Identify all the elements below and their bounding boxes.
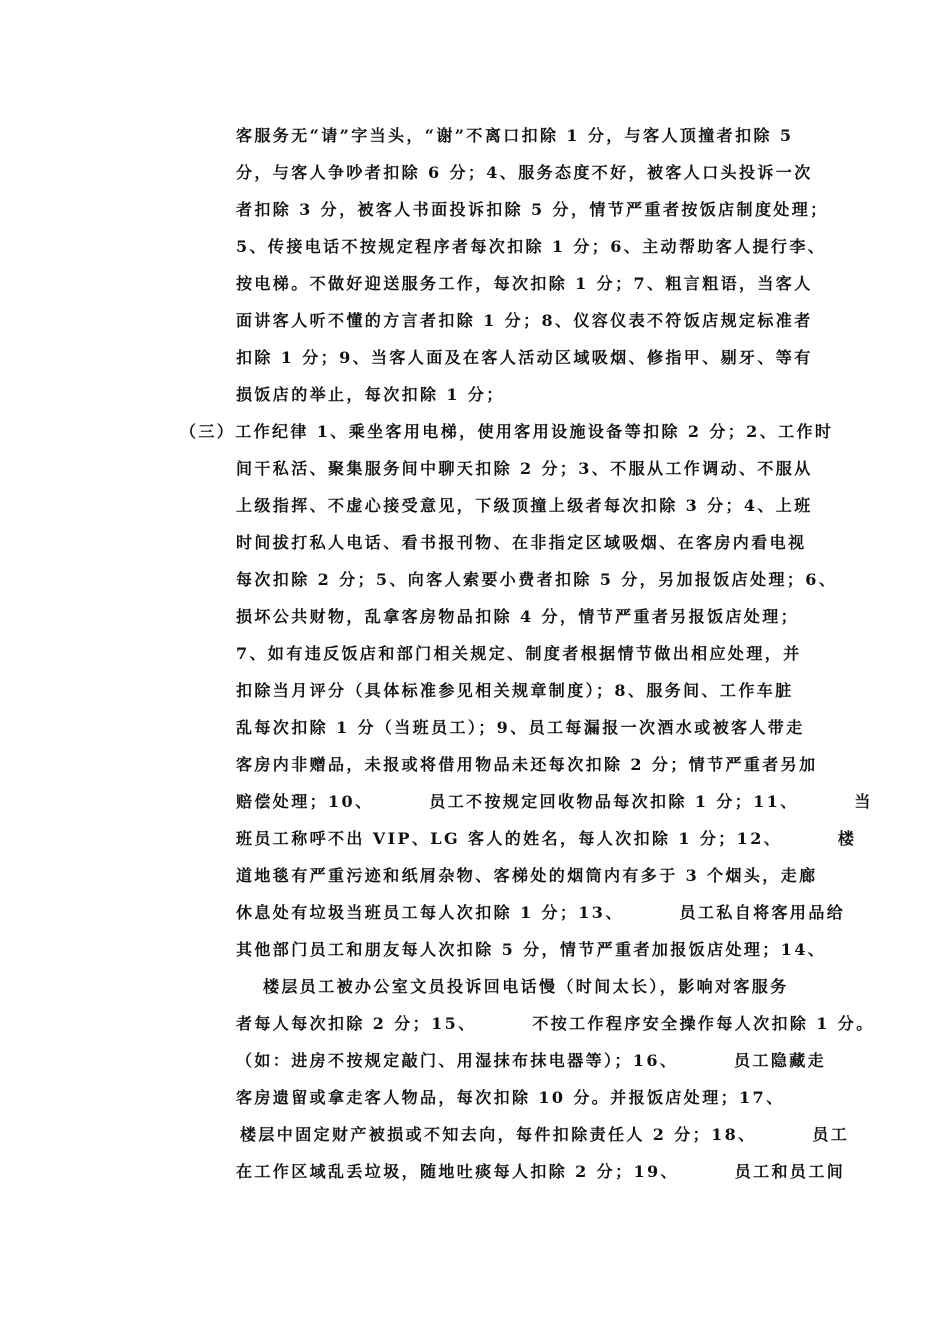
text-line: 班员工称呼不出 VIP、LG 客人的姓名，每人次扣除 1 分；12、 楼 [236, 829, 857, 848]
text-line: 扣除 1 分；9、当客人面及在客人活动区域吸烟、修指甲、剔牙、等有 [236, 348, 813, 367]
text-line: 在工作区域乱丢垃圾，随地吐痰每人扣除 2 分；19、 员工和员工间 [236, 1162, 846, 1181]
text-line: 客房遗留或拿走客人物品，每次扣除 10 分。并报饭店处理；17、 [236, 1088, 785, 1107]
text-line: 其他部门员工和朋友每人次扣除 5 分，情节严重者加报饭店处理；14、 [236, 940, 827, 959]
text-line: 扣除当月评分（具体标准参见相关规章制度）；8、服务间、工作车脏 [236, 681, 794, 700]
text-line: 上级指挥、不虚心接受意见，下级顶撞上级者每次扣除 3 分；4、上班 [236, 496, 813, 515]
text-line: 按电梯。不做好迎送服务工作，每次扣除 1 分；7、粗言粗语，当客人 [236, 274, 813, 293]
text-line: （如：进房不按规定敲门、用湿抹布抹电器等）；16、 员工隐藏走 [236, 1051, 827, 1070]
text-line: 每次扣除 2 分；5、向客人索要小费者扣除 5 分，另加报饭店处理；6、 [236, 570, 838, 589]
text-line: 损饭店的举止，每次扣除 1 分； [236, 385, 505, 404]
text-line: 7、如有违反饭店和部门相关规定、制度者根据情节做出相应处理，并 [236, 644, 802, 663]
text-line: 5、传接电话不按规定程序者每次扣除 1 分；6、主动帮助客人提行李、 [236, 237, 827, 256]
text-line: 分，与客人争吵者扣除 6 分；4、服务态度不好，被客人口头投诉一次 [236, 163, 813, 182]
text-line: 者扣除 3 分，被客人书面投诉扣除 5 分，情节严重者按饭店制度处理； [236, 200, 829, 219]
text-line: 楼层员工被办公室文员投诉回电话慢（时间太长），影响对客服务 [263, 977, 789, 996]
section-heading-line: （三）工作纪律 1、乘坐客用电梯，使用客用设施设备等扣除 2 分；2、工作时 [180, 422, 834, 441]
text-line: 间干私活、聚集服务间中聊天扣除 2 分；3、不服从工作调动、不服从 [236, 459, 813, 478]
text-line: 者每人每次扣除 2 分；15、 不按工作程序安全操作每人次扣除 1 分。 [236, 1014, 875, 1033]
text-line: 客服务无“请”字当头，“谢”不离口扣除 1 分，与客人顶撞者扣除 5 [236, 126, 794, 145]
text-line: 道地毯有严重污迹和纸屑杂物、客梯处的烟筒内有多于 3 个烟头，走廊 [236, 866, 818, 885]
text-line: 赔偿处理；10、 员工不按规定回收物品每次扣除 1 分；11、 当 [236, 792, 873, 811]
text-line: 楼层中固定财产被损或不知去向，每件扣除责任人 2 分；18、 员工 [240, 1125, 850, 1144]
text-line: 乱每次扣除 1 分（当班员工）；9、员工每漏报一次酒水或被客人带走 [236, 718, 805, 737]
text-line: 时间拔打私人电话、看书报刊物、在非指定区域吸烟、在客房内看电视 [236, 533, 807, 552]
text-line: 损坏公共财物，乱拿客房物品扣除 4 分，情节严重者另报饭店处理； [236, 607, 800, 626]
text-line: 客房内非赠品，未报或将借用物品未还每次扣除 2 分；情节严重者另加 [236, 755, 818, 774]
text-line: 休息处有垃圾当班员工每人次扣除 1 分；13、 员工私自将客用品给 [236, 903, 846, 922]
text-line: 面讲客人听不懂的方言者扣除 1 分；8、仪容仪表不符饭店规定标准者 [236, 311, 813, 330]
